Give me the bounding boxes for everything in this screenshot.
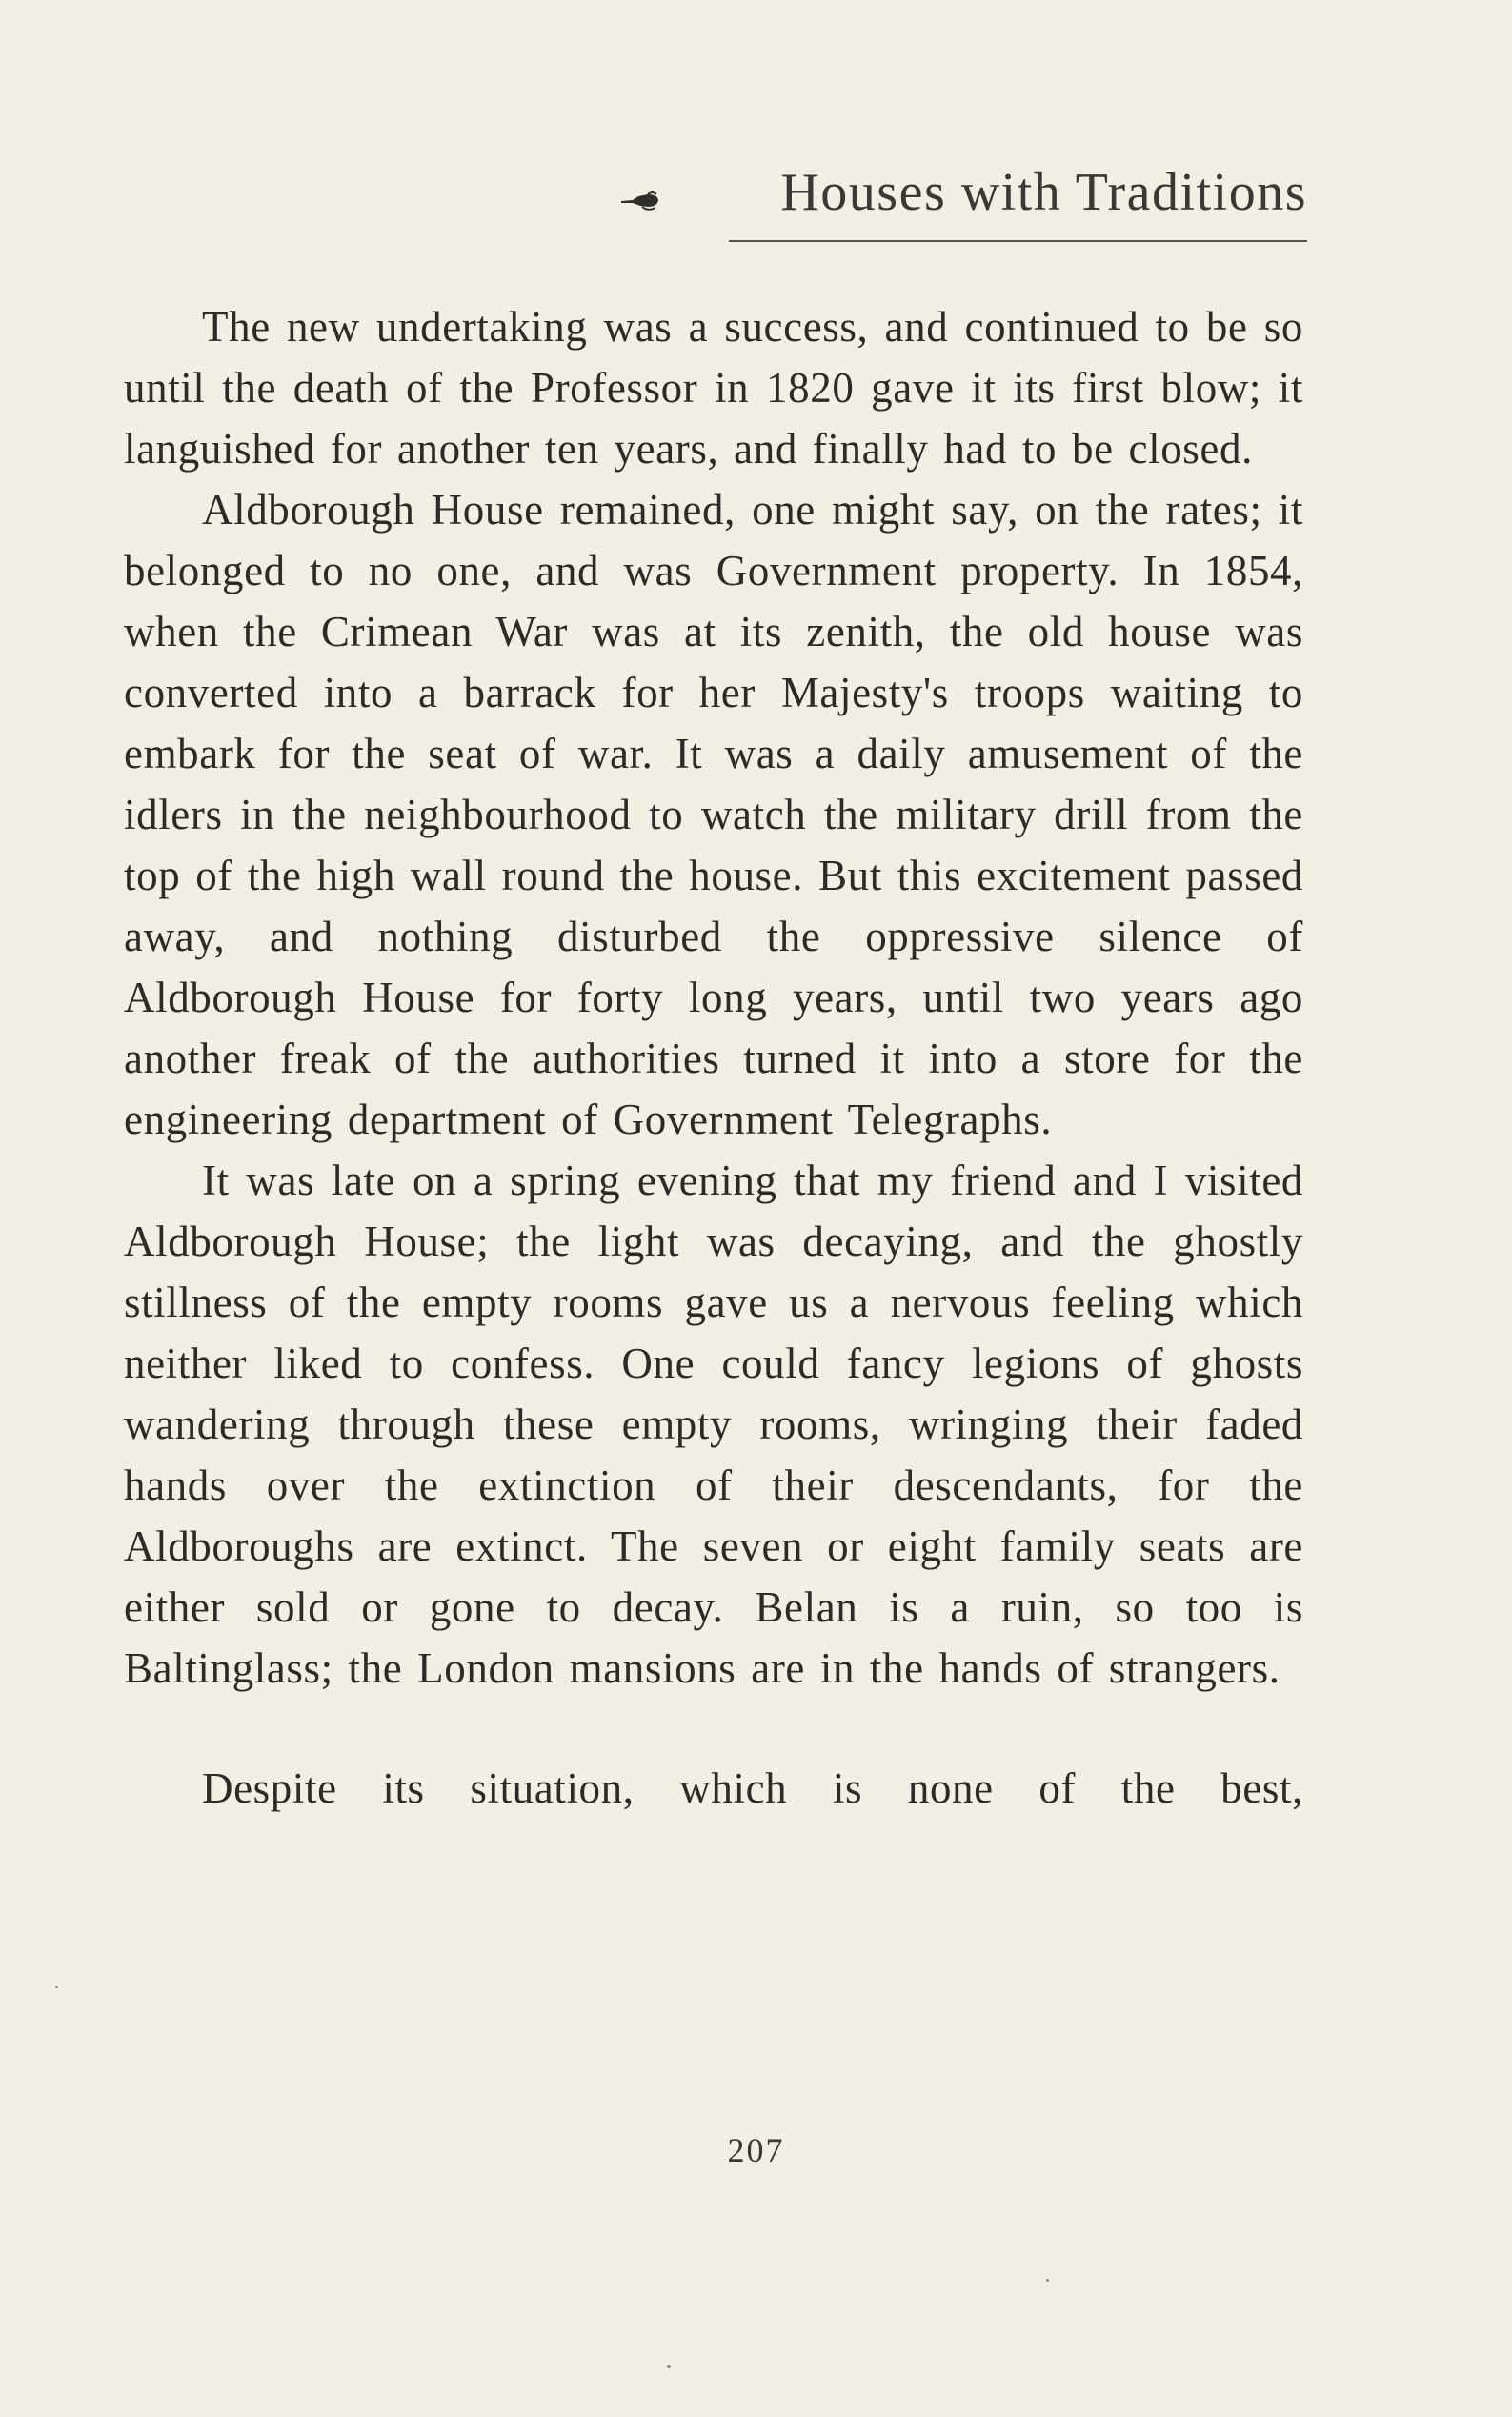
paper-speck [667,2365,671,2368]
paragraph-4: Despite its situation, which is none of the best, [202,1764,1303,1812]
paper-speck [55,1986,58,1988]
pointing-hand-icon [619,189,661,211]
paragraph-2: Aldborough House remained, one might say, on the rates; it belonged to no one, and was Government property. In 1854, when the Crimean War was at its zenith, the old house was converted into a barrack for her Majesty's troops waiting to embark for the seat of war. It was a daily amusement of the idlers in the neighbourhood to watch the military drill from the top of the high wall round the house. But this excitement passed away, and nothing disturbed the oppressive silence of Aldborough House for forty long years, until two years ago another freak of the authorities turned it into a store for the engineering department of Government Telegraphs. [124,486,1303,1143]
paragraph-3: It was late on a spring evening that my friend and I visited Aldborough House; the light was decaying, and the ghostly stillness of the empty rooms gave us a nervous feeling which neither liked to confess. One could fancy legions of ghosts wandering through these empty rooms, wringing their faded hands over the extinction of their descendants, for the Aldboroughs are extinct. The seven or eight family seats are either sold or gone to decay. Belan is a ruin, so too is Baltinglass; the London mansions are in the hands of strangers. [124,1157,1303,1692]
paper-speck [1046,2279,1049,2282]
body-text [124,296,1303,1819]
running-head-rule [729,240,1307,242]
running-head [619,160,1307,246]
paragraph-1: The new undertaking was a success, and continued to be so until the death of the Professor in 1820 gave it its first blow; it languished for another ten years, and finally had to be closed. [124,303,1303,473]
page-number: 207 [727,2131,785,2169]
running-head-title: Houses with Traditions [780,163,1307,222]
